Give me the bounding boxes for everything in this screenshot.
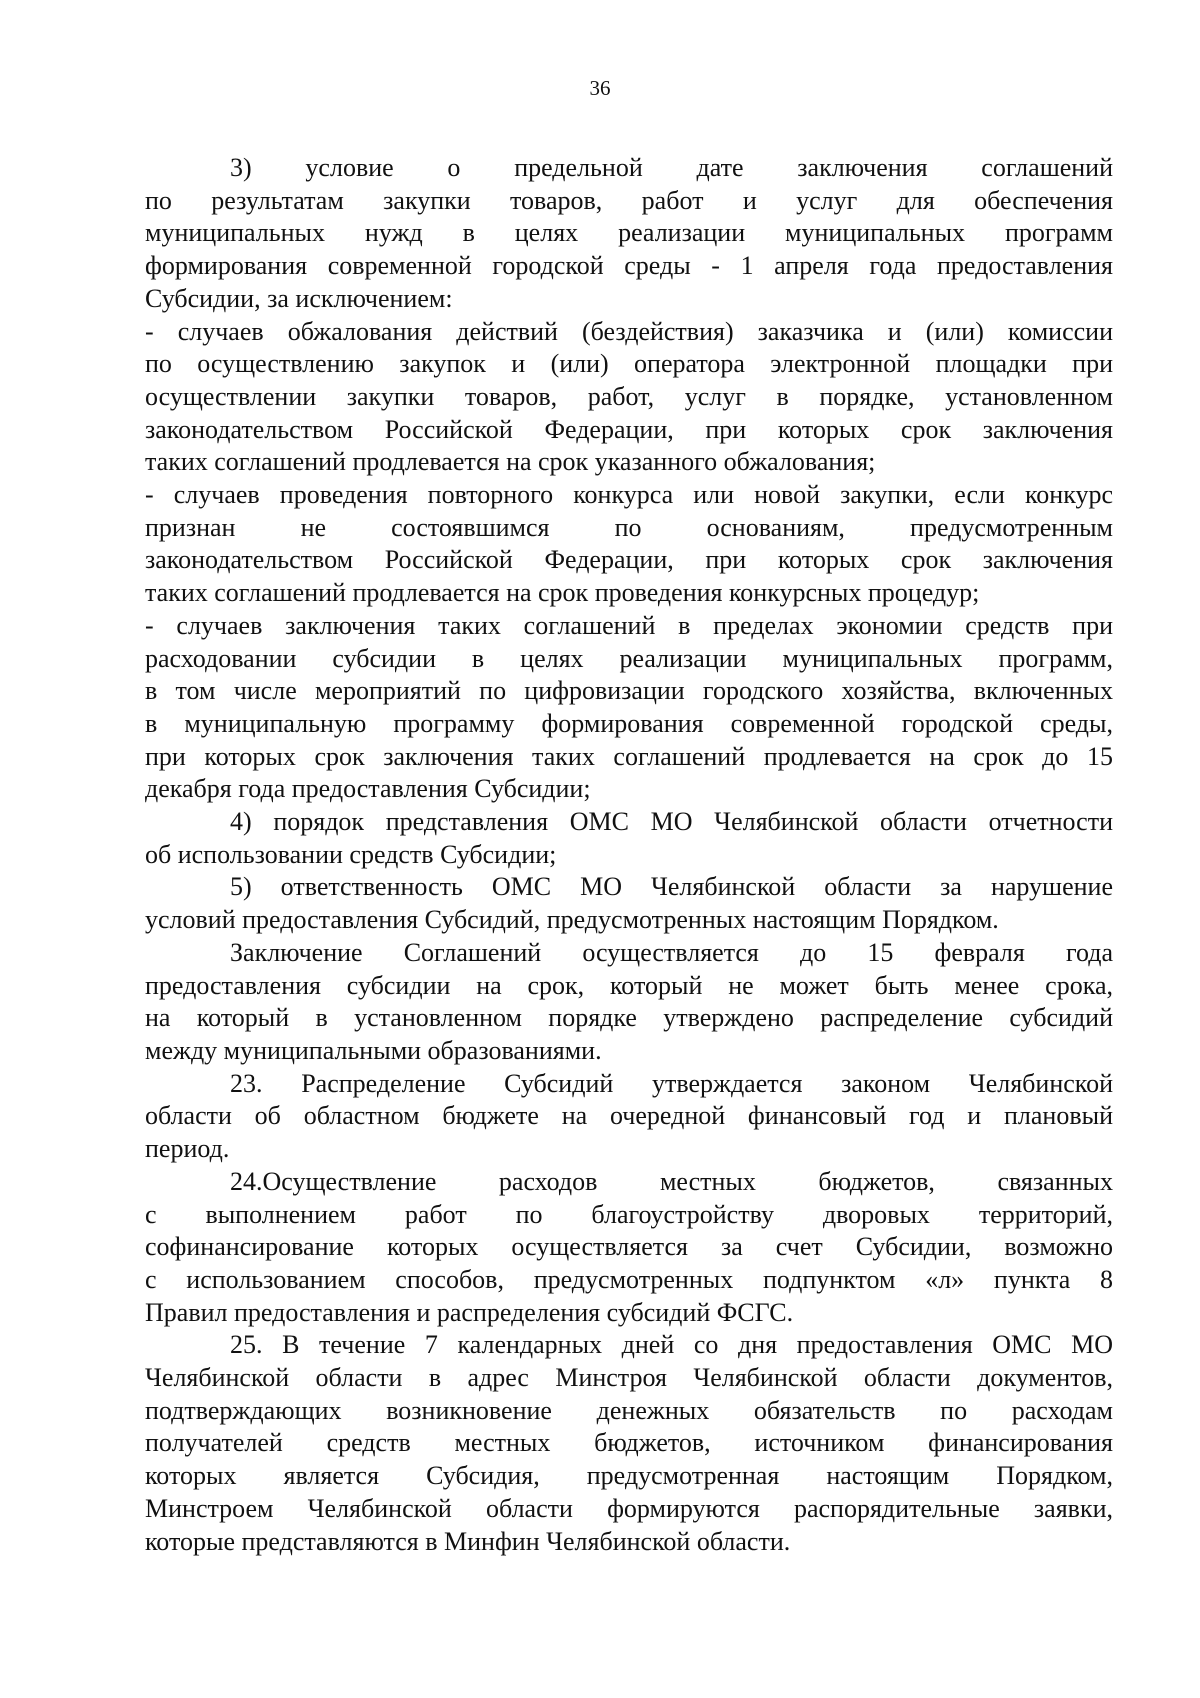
text-line: признан не состоявшимся по основаниям, предусмотренным <box>145 512 1113 542</box>
text-line: муниципальных нужд в целях реализации муниципальных программ <box>145 218 1113 248</box>
text-line: по осуществлению закупок и (или) оператора электронной площадки при <box>145 349 1113 379</box>
text-line: 5) ответственность ОМС МО Челябинской области за нарушение <box>230 872 1113 902</box>
text-line: Минстроем Челябинской области формируются распорядительные заявки, <box>145 1493 1113 1523</box>
text-line: которых является Субсидия, предусмотренная настоящим Порядком, <box>145 1461 1113 1491</box>
text-line: Челябинской области в адрес Минстроя Челябинской области документов, <box>145 1363 1113 1393</box>
text-line: - случаев проведения повторного конкурса или новой закупки, если конкурс <box>145 480 1113 510</box>
text-line: по результатам закупки товаров, работ и услуг для обеспечения <box>145 185 1113 215</box>
text-line: условий предоставления Субсидий, предусмотренных настоящим Порядком. <box>145 905 999 935</box>
text-line: Правил предоставления и распределения субсидий ФСГС. <box>145 1297 794 1327</box>
text-line: подтверждающих возникновение денежных обязательств по расходам <box>145 1395 1113 1425</box>
text-line: софинансирование которых осуществляется за счет Субсидии, возможно <box>145 1232 1113 1262</box>
text-line: - случаев заключения таких соглашений в пределах экономии средств при <box>145 610 1113 640</box>
text-line: 23. Распределение Субсидий утверждается законом Челябинской <box>230 1068 1113 1098</box>
text-line: декабря года предоставления Субсидии; <box>145 774 591 804</box>
text-line: получателей средств местных бюджетов, источником финансирования <box>145 1428 1113 1458</box>
text-line: Заключение Соглашений осуществляется до 15 февраля года <box>230 937 1113 967</box>
text-line: в муниципальную программу формирования современной городской среды, <box>145 708 1113 738</box>
text-line: при которых срок заключения таких соглашений продлевается на срок до 15 <box>145 741 1113 771</box>
text-line: 24.Осуществление расходов местных бюджетов, связанных <box>230 1166 1113 1196</box>
document-body <box>145 152 1113 1558</box>
text-line: осуществлении закупки товаров, работ, услуг в порядке, установленном <box>145 381 1113 411</box>
text-line: таких соглашений продлевается на срок проведения конкурсных процедур; <box>145 578 980 608</box>
text-line: предоставления субсидии на срок, который не может быть менее срока, <box>145 970 1113 1000</box>
text-line: с выполнением работ по благоустройству дворовых территорий, <box>145 1199 1113 1229</box>
text-line: области об областном бюджете на очередной финансовый год и плановый <box>145 1101 1113 1131</box>
text-line: формирования современной городской среды - 1 апреля года предоставления <box>145 251 1113 281</box>
text-line: с использованием способов, предусмотренных подпунктом «л» пункта 8 <box>145 1264 1113 1294</box>
text-line: об использовании средств Субсидии; <box>145 839 557 869</box>
text-line: период. <box>145 1134 230 1164</box>
text-line: расходовании субсидии в целях реализации муниципальных программ, <box>145 643 1113 673</box>
text-line: - случаев обжалования действий (бездействия) заказчика и (или) комиссии <box>145 316 1113 346</box>
text-line: между муниципальными образованиями. <box>145 1035 602 1065</box>
text-line: 4) порядок представления ОМС МО Челябинской области отчетности <box>230 807 1113 837</box>
page-number: 36 <box>589 76 611 100</box>
text-line: таких соглашений продлевается на срок указанного обжалования; <box>145 447 876 477</box>
text-line: в том числе мероприятий по цифровизации городского хозяйства, включенных <box>145 676 1113 706</box>
text-line: 3) условие о предельной дате заключения соглашений <box>230 153 1113 182</box>
text-line: 25. В течение 7 календарных дней со дня предоставления ОМС МО <box>230 1330 1113 1360</box>
text-line: законодательством Российской Федерации, при которых срок заключения <box>145 545 1113 575</box>
text-line: которые представляются в Минфин Челябинской области. <box>145 1526 791 1556</box>
text-line: законодательством Российской Федерации, при которых срок заключения <box>145 414 1113 444</box>
text-line: на который в установленном порядке утверждено распределение субсидий <box>145 1003 1113 1033</box>
text-line: Субсидии, за исключением: <box>145 283 453 313</box>
